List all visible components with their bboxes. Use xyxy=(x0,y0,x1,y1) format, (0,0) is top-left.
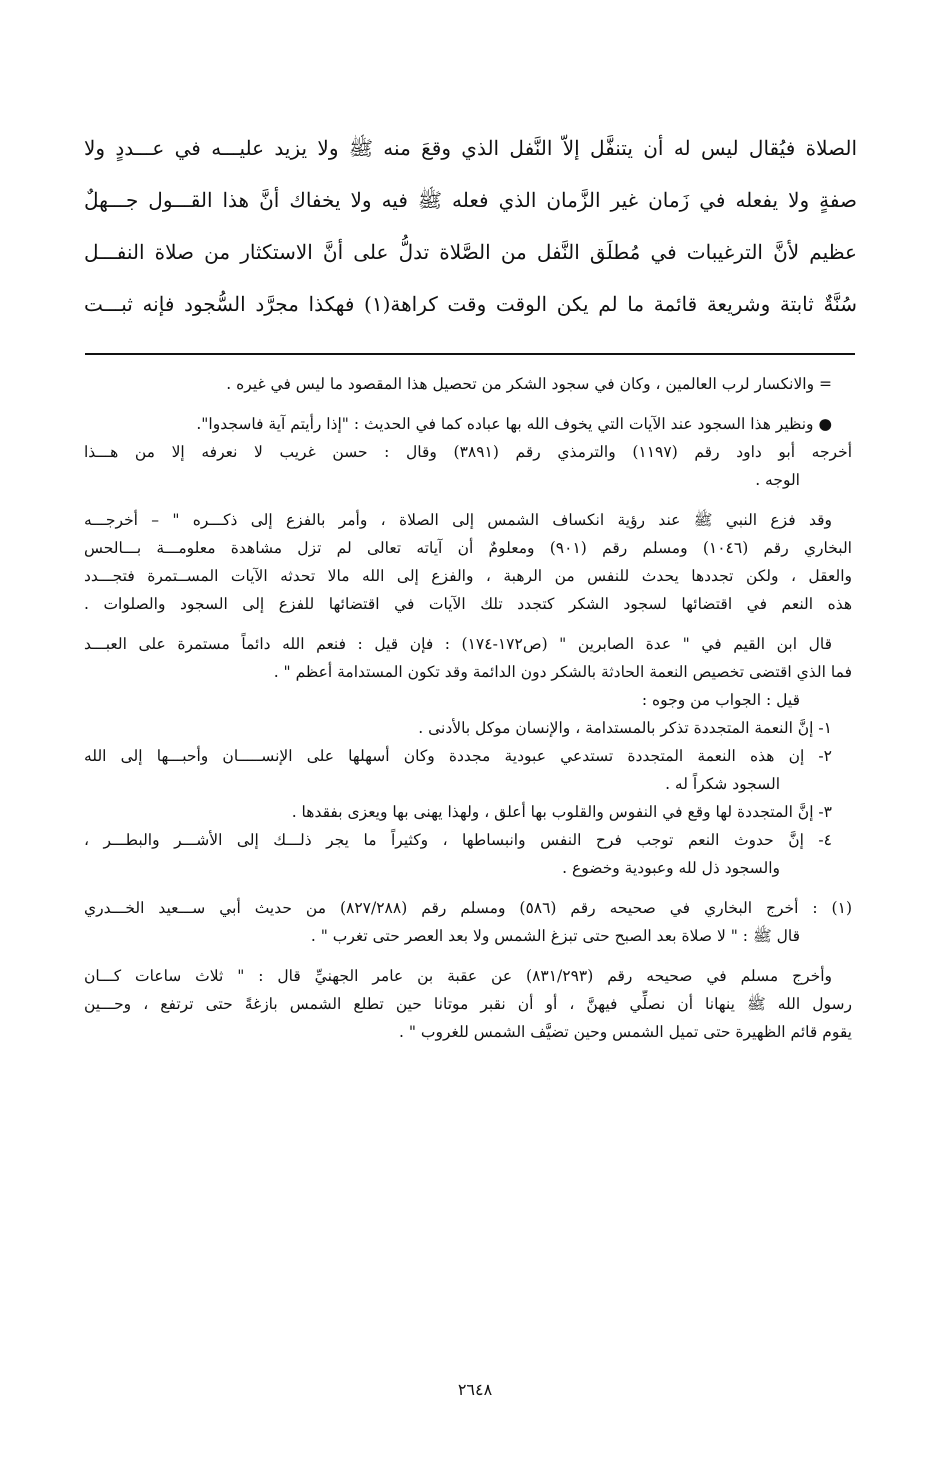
footnote-spacer xyxy=(84,950,852,962)
footnote-line: والسجود ذل لله وعبودية وخضوع . xyxy=(562,859,780,877)
footnote-line: السجود شكراً له . xyxy=(665,775,780,793)
footnote-line: ٤- إنَّ حدوث النعم توجب فرح النفس وانبساطها ، وكثيراً ما يجر ذلـــك إلى الأشـــر والبطـــر ، xyxy=(84,831,832,849)
footnote-line: ١- إنَّ النعمة المتجددة تذكر بالمستدامة ، والإنسان موكل بالأدنى . xyxy=(418,719,832,737)
footnote-spacer xyxy=(84,398,852,410)
footnote-line: يقوم قائم الظهيرة حتى تميل الشمس وحين تضيَّف الشمس للغروب " . xyxy=(398,1023,852,1041)
footnote-line: هذه النعم في اقتضائها لسجود الشكر كتجدد تلك الآيات في اقتضائها للفزع إلى السجود والصلوات . xyxy=(84,595,852,613)
footnote-line: وقد فزع النبي ﷺ عند رؤية انكساف الشمس إلى الصلاة ، وأمر بالفزع إلى ذكـــره " – أخرجـــه xyxy=(84,511,832,529)
footnote-line: قيل : الجواب من وجوه : xyxy=(641,691,800,709)
footnote-line: ● ونظير هذا السجود عند الآيات التي يخوف الله بها عباده كما في الحديث : "إذا رأيتم آية فاسجدوا". xyxy=(196,415,832,433)
footnote-line: = والانكسار لرب العالمين ، وكان في سجود الشكر من تحصيل هذا المقصود ما ليس في غيره . xyxy=(226,375,832,393)
footnote-line: قال ابن القيم في " عدة الصابرين " (ص١٧٢-١٧٤) : فإن قيل : فنعم الله دائماً مستمرة على العبـــد xyxy=(84,635,832,653)
footnote-line: قال ﷺ : " لا صلاة بعد الصبح حتى تبزغ الشمس ولا بعد العصر حتى تغرب " . xyxy=(310,927,800,945)
main-line: صفةٍ ولا يفعله في زَمان غير الزَّمان الذي فعله ﷺ فيه ولا يخفاك أنَّ هذا القـــول جـــهلٌ xyxy=(84,188,857,212)
footnote-line: البخاري رقم (١٠٤٦) ومسلم رقم (٩٠١) ومعلومٌ أن آياته تعالى لم تزل مشاهدة معلومـــة بـــالحس xyxy=(84,539,852,557)
page-number: ٢٦٤٨ xyxy=(457,1380,493,1399)
main-line: الصلاة فيُقال ليس له أن يتنفَّل إلاّ النَّفل الذي وقعَ منه ﷺ ولا يزيد عليـــه في عـــددٍ ولا xyxy=(84,136,857,160)
footnote-line: ٣- إنَّ المتجددة لها وقع في النفوس والقلوب بها أعلق ، ولهذا يهنى بها ويعزى بفقدها . xyxy=(291,803,832,821)
footnote-line: ٢- إن هذه النعمة المتجددة تستدعي عبودية مجددة وكان أسهلها على الإنســـــان وأحبـــها إلى الله xyxy=(84,747,832,765)
footnote-spacer xyxy=(84,494,852,506)
footnote-line: فما الذي اقتضى تخصيص النعمة الحادثة بالشكر دون الدائمة وقد تكون المستدامة أعظم " . xyxy=(273,663,852,681)
footnotes-section xyxy=(84,370,852,1046)
footnote-divider xyxy=(85,353,855,355)
footnote-line: رسول الله ﷺ ينهانا أن نصلِّي فيهنَّ ، أو أن نقبر موتانا حين تطلع الشمس بازغةً حتى ترتفع ، وحـــين xyxy=(84,995,852,1013)
footnote-line: والعقل ، ولكن تجددها يحدث للنفس من الرهبة ، والفزع إلى الله مالا تحدثه الآيات المســتمرة فتجـــدد xyxy=(84,567,852,585)
main-body-text xyxy=(84,122,857,330)
main-line: عظيم لأنَّ الترغيبات في مُطلَق النَّفل من الصَّلاة تدلُّ على أنَّ الاستكثار من صلاة النفـــل xyxy=(84,240,857,264)
footnote-line: الوجه . xyxy=(755,471,800,489)
footnote-spacer xyxy=(84,618,852,630)
footnote-line: أخرجه أبو داود رقم (١١٩٧) والترمذي رقم (٣٨٩١) وقال : حسن غريب لا نعرفه إلا من هـــذا xyxy=(84,443,852,461)
footnote-line: وأخرج مسلم في صحيحه رقم (٨٣١/٢٩٣) عن عقبة بن عامر الجهنيِّ قال : " ثلاث ساعات كـــان xyxy=(84,967,832,985)
footnote-spacer xyxy=(84,882,852,894)
footnote-line: (١) : أخرج البخاري في صحيحه رقم (٥٨٦) ومسلم رقم (٨٢٧/٢٨٨) من حديث أبي ســـعيد الخـــدري xyxy=(84,899,852,917)
main-line: سُنَّةٌ ثابتة وشريعة قائمة ما لم يكن الوقت وقت كراهة(١) فهكذا مجرَّد السُّجود فإنه ثبـــت xyxy=(84,292,857,316)
